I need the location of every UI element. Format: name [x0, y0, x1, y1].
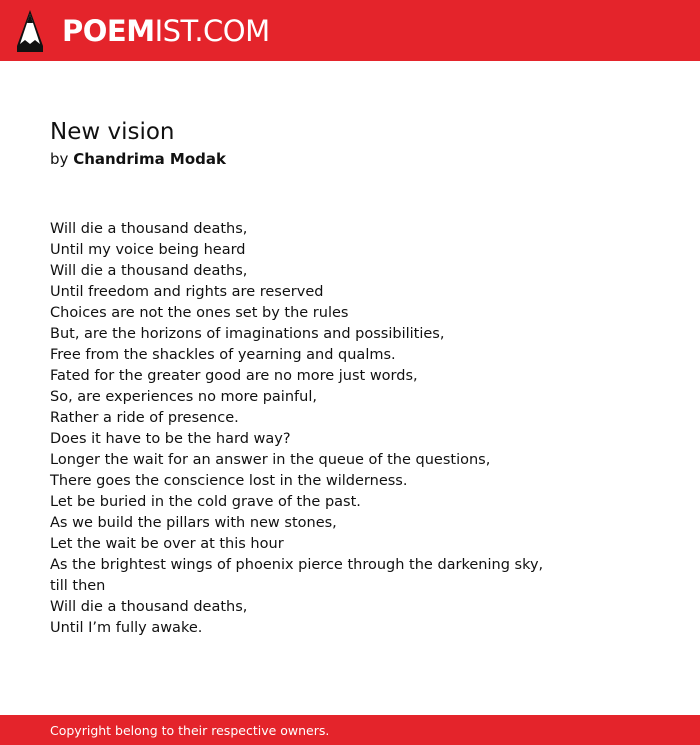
- poem-line: Until I’m fully awake.: [50, 620, 203, 636]
- copyright-text: Copyright belong to their respective owners.: [50, 723, 330, 738]
- pencil-icon[interactable]: [17, 10, 43, 52]
- poem-byline: [50, 149, 226, 169]
- by-label: by: [50, 150, 69, 168]
- logo-text-bold: POEM: [62, 14, 155, 48]
- poem-line: But, are the horizons of imaginations and possibilities,: [50, 326, 445, 342]
- poem-line: Will die a thousand deaths,: [50, 599, 248, 615]
- poem-line: There goes the conscience lost in the wilderness.: [50, 473, 408, 489]
- site-header: [0, 0, 700, 61]
- poem-line: Longer the wait for an answer in the queue of the questions,: [50, 452, 491, 468]
- poem-line: Will die a thousand deaths,: [50, 263, 248, 279]
- poem-line: Does it have to be the hard way?: [50, 431, 291, 447]
- poem-line: As we build the pillars with new stones,: [50, 515, 337, 531]
- poem-line: Fated for the greater good are no more just words,: [50, 368, 418, 384]
- poem-line: Let be buried in the cold grave of the past.: [50, 494, 361, 510]
- poem-line: Will die a thousand deaths,: [50, 221, 248, 237]
- poem-line: As the brightest wings of phoenix pierce through the darkening sky, till then: [50, 557, 544, 594]
- poem-line: Rather a ride of presence.: [50, 410, 239, 426]
- poem-body: [50, 219, 550, 639]
- poem-title: New vision: [50, 119, 175, 145]
- poem-line: Let the wait be over at this hour: [50, 536, 284, 552]
- poem-line: Until freedom and rights are reserved: [50, 284, 324, 300]
- poem-line: Until my voice being heard: [50, 242, 246, 258]
- site-footer: [0, 715, 700, 745]
- site-logo[interactable]: [62, 12, 270, 50]
- author-name: Chandrima Modak: [73, 150, 226, 168]
- logo-text-light: IST.COM: [154, 14, 270, 48]
- poem-line: Free from the shackles of yearning and qualms.: [50, 347, 396, 363]
- poem-line: So, are experiences no more painful,: [50, 389, 317, 405]
- poem-line: Choices are not the ones set by the rules: [50, 305, 349, 321]
